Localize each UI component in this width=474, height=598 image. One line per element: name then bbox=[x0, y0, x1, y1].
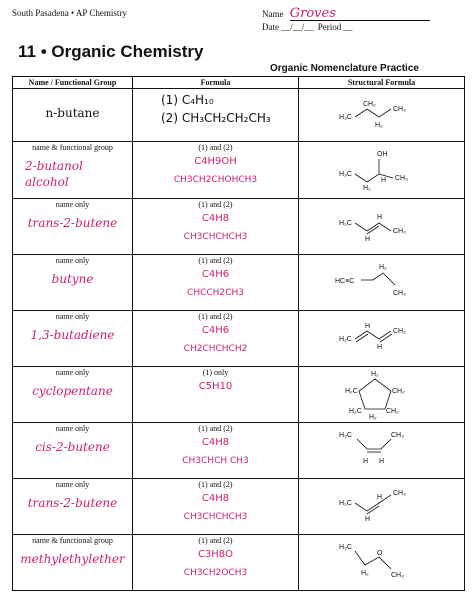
condensed-formula: (2) CH₃CH₂CH₂CH₃ bbox=[161, 111, 271, 125]
table-row bbox=[13, 367, 465, 423]
nomenclature-table bbox=[12, 76, 465, 591]
structure-drawing bbox=[299, 535, 465, 590]
table-row bbox=[13, 311, 465, 367]
struct-text: OH bbox=[377, 151, 388, 158]
table-row bbox=[13, 535, 465, 591]
struct-text: O bbox=[377, 550, 383, 557]
col-header-formula: Formula bbox=[133, 77, 299, 89]
student-info bbox=[262, 8, 430, 33]
structure-drawing bbox=[299, 199, 465, 254]
struct-text: H₃C bbox=[339, 500, 352, 507]
struct-text: H bbox=[363, 458, 369, 465]
struct-text: H bbox=[365, 323, 371, 330]
formula-label: (1) and (2) bbox=[198, 536, 233, 545]
molecular-formula: C4H8 bbox=[201, 493, 230, 504]
table-row bbox=[13, 255, 465, 311]
structure-drawing bbox=[299, 367, 465, 422]
molecular-formula: C4H6 bbox=[201, 269, 230, 280]
structure-drawing bbox=[299, 142, 465, 198]
struct-text: H₂ bbox=[379, 264, 387, 271]
molecular-formula: C4H8 bbox=[201, 437, 230, 448]
struct-text: CH₃ bbox=[391, 432, 404, 439]
structural-formula bbox=[299, 89, 465, 142]
row-label: name only bbox=[55, 312, 90, 321]
struct-text: CH₂ bbox=[393, 328, 406, 335]
molecular-formula: C5H10 bbox=[198, 381, 233, 392]
struct-text: H₂ bbox=[375, 122, 383, 129]
struct-text: H₃C bbox=[339, 171, 352, 178]
molecular-formula: C4H8 bbox=[201, 213, 230, 224]
table-row bbox=[13, 479, 465, 535]
condensed-formula: CH3CHCH CH3 bbox=[182, 456, 249, 466]
struct-text: CH₃ bbox=[393, 290, 406, 297]
struct-text: H₂ bbox=[371, 371, 379, 378]
molecular-formula: C4H6 bbox=[201, 325, 230, 336]
structure-drawing bbox=[299, 423, 465, 478]
compound-name: 2-butanol alcohol bbox=[25, 159, 83, 189]
struct-text: HC≡C bbox=[335, 278, 355, 285]
molecular-formula: (1) C₄H₁₀ bbox=[161, 93, 214, 107]
struct-text: H₂ bbox=[363, 185, 371, 192]
struct-text: H bbox=[365, 236, 371, 243]
row-label: name only bbox=[55, 480, 90, 489]
struct-text: CH₃ bbox=[395, 175, 408, 182]
condensed-formula: CH2CHCHCH2 bbox=[183, 344, 248, 354]
struct-text: H₂C bbox=[339, 336, 352, 343]
worksheet-subtitle: Organic Nomenclature Practice bbox=[270, 63, 419, 74]
formula-label: (1) only bbox=[202, 368, 229, 377]
struct-text: H₃C bbox=[339, 114, 352, 121]
formula-label: (1) and (2) bbox=[198, 143, 233, 152]
compound-name: trans-2-butene bbox=[27, 496, 118, 510]
col-header-structure: Structural Formula bbox=[299, 77, 465, 89]
row-label: name only bbox=[55, 256, 90, 265]
structural-formula bbox=[299, 367, 465, 423]
table-row bbox=[13, 89, 465, 142]
structural-formula bbox=[299, 535, 465, 591]
struct-text: H₂ bbox=[361, 570, 369, 577]
condensed-formula: CH3CH2OCH3 bbox=[183, 568, 248, 578]
structure-drawing bbox=[299, 89, 465, 141]
page-title: 11 • Organic Chemistry bbox=[18, 42, 204, 61]
compound-name: cyclopentane bbox=[32, 384, 113, 398]
row-label: name only bbox=[55, 424, 90, 433]
period-label: Period __ bbox=[317, 22, 353, 32]
struct-text: CH₂ bbox=[386, 408, 399, 415]
struct-text: CH₃ bbox=[393, 106, 406, 113]
col-header-name: Name / Functional Group bbox=[13, 77, 133, 89]
formula-label: (1) and (2) bbox=[198, 480, 233, 489]
structure-drawing bbox=[299, 479, 465, 534]
structural-formula bbox=[299, 142, 465, 199]
condensed-formula: CH3CH2CHOHCH3 bbox=[173, 175, 258, 185]
struct-text: H₃C bbox=[339, 220, 352, 227]
structural-formula bbox=[299, 423, 465, 479]
student-name: Groves bbox=[290, 8, 430, 21]
struct-text: H₃C bbox=[339, 544, 352, 551]
table-row bbox=[13, 423, 465, 479]
struct-text: CH₃ bbox=[393, 490, 406, 497]
formula-label: (1) and (2) bbox=[198, 200, 233, 209]
struct-text: CH₂ bbox=[363, 101, 376, 108]
row-label: name & functional group bbox=[32, 143, 113, 152]
struct-text: CH₂ bbox=[392, 388, 405, 395]
name-label: Name bbox=[262, 9, 284, 19]
structural-formula bbox=[299, 311, 465, 367]
condensed-formula: CH3CHCHCH3 bbox=[183, 232, 248, 242]
structure-drawing bbox=[299, 255, 465, 310]
struct-text: H₃C bbox=[339, 432, 352, 439]
molecular-formula: C4H9OH bbox=[194, 156, 237, 167]
struct-text: H bbox=[377, 214, 383, 221]
structure-drawing bbox=[299, 311, 465, 366]
struct-text: H₂ bbox=[369, 414, 377, 421]
structural-formula bbox=[299, 479, 465, 535]
struct-text: CH₃ bbox=[393, 228, 406, 235]
formula-label: (1) and (2) bbox=[198, 424, 233, 433]
compound-name: trans-2-butene bbox=[27, 216, 118, 230]
compound-name: butyne bbox=[51, 272, 94, 286]
date-label: Date bbox=[262, 22, 279, 32]
condensed-formula: CH3CHCHCH3 bbox=[183, 512, 248, 522]
struct-text: H₂C bbox=[349, 408, 362, 415]
school-course: South Pasadena • AP Chemistry bbox=[12, 8, 127, 18]
structural-formula bbox=[299, 199, 465, 255]
formula-label: (1) and (2) bbox=[198, 256, 233, 265]
formula-label: (1) and (2) bbox=[198, 312, 233, 321]
struct-text: H bbox=[365, 516, 371, 523]
row-label: name only bbox=[55, 200, 90, 209]
struct-text: H bbox=[379, 458, 385, 465]
structural-formula bbox=[299, 255, 465, 311]
struct-text: H₂C bbox=[345, 388, 358, 395]
struct-text: H bbox=[381, 177, 387, 184]
struct-text: H bbox=[377, 494, 383, 501]
struct-text: H bbox=[377, 344, 383, 351]
compound-name: methylethylether bbox=[20, 552, 125, 566]
compound-name: n-butane bbox=[45, 106, 100, 120]
compound-name: cis-2-butene bbox=[35, 440, 110, 454]
molecular-formula: C3H8O bbox=[197, 549, 234, 560]
table-row bbox=[13, 142, 465, 199]
date-value: __/__/__ bbox=[281, 22, 314, 32]
condensed-formula: CHCCH2CH3 bbox=[187, 288, 244, 298]
table-row bbox=[13, 199, 465, 255]
row-label: name & functional group bbox=[32, 536, 113, 545]
row-label: name only bbox=[55, 368, 90, 377]
struct-text: CH₃ bbox=[391, 572, 404, 579]
compound-name: 1,3-butadiene bbox=[30, 328, 115, 342]
